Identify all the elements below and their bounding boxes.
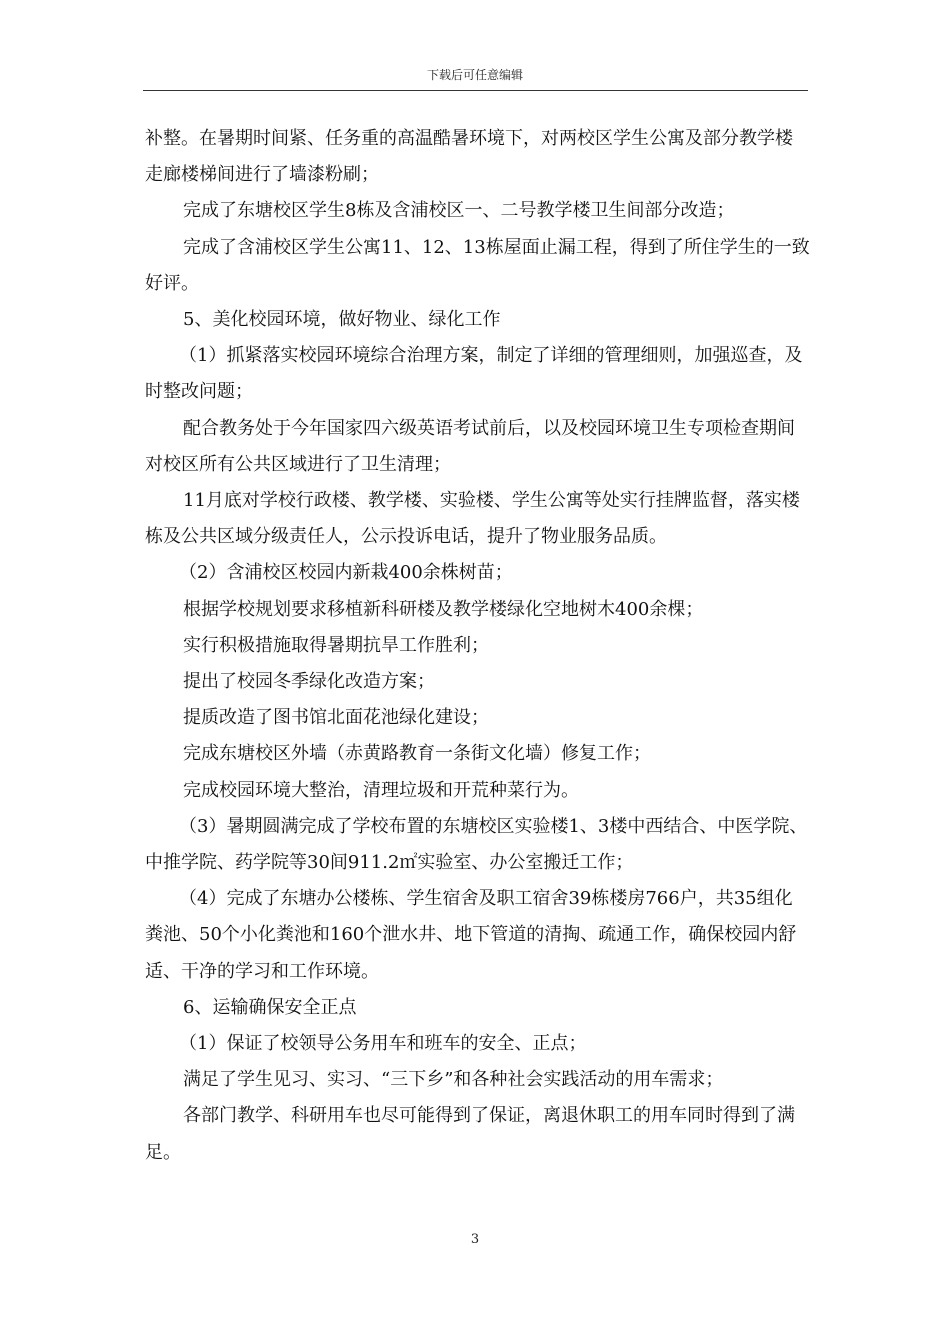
paragraph: 满足了学生见习、实习、“三下乡”和各种社会实践活动的用车需求； xyxy=(183,1069,724,1091)
paragraph: 补整。在暑期时间紧、任务重的高温酷暑环境下，对两校区学生公寓及部分教学楼走廊楼梯间进行了墙漆粉刷； xyxy=(145,128,793,186)
paragraph: （2）含浦校区校园内新栽400余株树苗； xyxy=(179,562,513,584)
paragraph: （4）完成了东塘办公楼栋、学生宿舍及职工宿舍39栋楼房766户，共35组化粪池、50个小化粪池和160个泄水井、地下管道的清掏、疏通工作，确保校园内舒适、干净的学习和工作环境。 xyxy=(145,888,797,982)
paragraph: 根据学校规划要求移植新科研楼及教学楼绿化空地树木400余棵； xyxy=(183,598,704,620)
paragraph: 完成了含浦校区学生公寓11、12、13栋屋面止漏工程，得到了所住学生的一致好评。 xyxy=(145,236,810,294)
document-body xyxy=(145,121,810,1171)
paragraph: 11月底对学校行政楼、教学楼、实验楼、学生公寓等处实行挂牌监督，落实楼栋及公共区域分级责任人，公示投诉电话，提升了物业服务品质。 xyxy=(145,490,800,548)
page-header: 下载后可任意编辑 xyxy=(426,68,523,82)
paragraph: 配合教务处于今年国家四六级英语考试前后，以及校园环境卫生专项检查期间对校区所有公共区域进行了卫生清理； xyxy=(145,417,795,475)
paragraph: 5、美化校园环境，做好物业、绿化工作 xyxy=(183,309,501,331)
paragraph: 6、运输确保安全正点 xyxy=(183,996,357,1018)
paragraph: （3）暑期圆满完成了学校布置的东塘校区实验楼1、3楼中西结合、中医学院、中推学院、药学院等30间911.2㎡实验室、办公室搬迁工作； xyxy=(145,815,808,874)
paragraph: 完成校园环境大整治，清理垃圾和开荒种菜行为。 xyxy=(183,779,579,801)
paragraph: （1）保证了校领导公务用车和班车的安全、正点； xyxy=(179,1033,587,1055)
paragraph: （1）抓紧落实校园环境综合治理方案，制定了详细的管理细则，加强巡查，及时整改问题； xyxy=(145,345,803,403)
header-divider xyxy=(143,90,808,91)
paragraph: 提质改造了图书馆北面花池绿化建设； xyxy=(183,707,489,729)
paragraph: 提出了校园冬季绿化改造方案； xyxy=(183,671,435,693)
paragraph: 实行积极措施取得暑期抗旱工作胜利； xyxy=(183,634,489,656)
paragraph: 完成了东塘校区学生8栋及含浦校区一、二号教学楼卫生间部分改造； xyxy=(183,200,735,222)
page-number: 3 xyxy=(470,1232,480,1247)
paragraph: 各部门教学、科研用车也尽可能得到了保证，离退休职工的用车同时得到了满足。 xyxy=(145,1105,795,1163)
paragraph: 完成东塘校区外墙（赤黄路教育一条街文化墙）修复工作； xyxy=(183,743,651,765)
